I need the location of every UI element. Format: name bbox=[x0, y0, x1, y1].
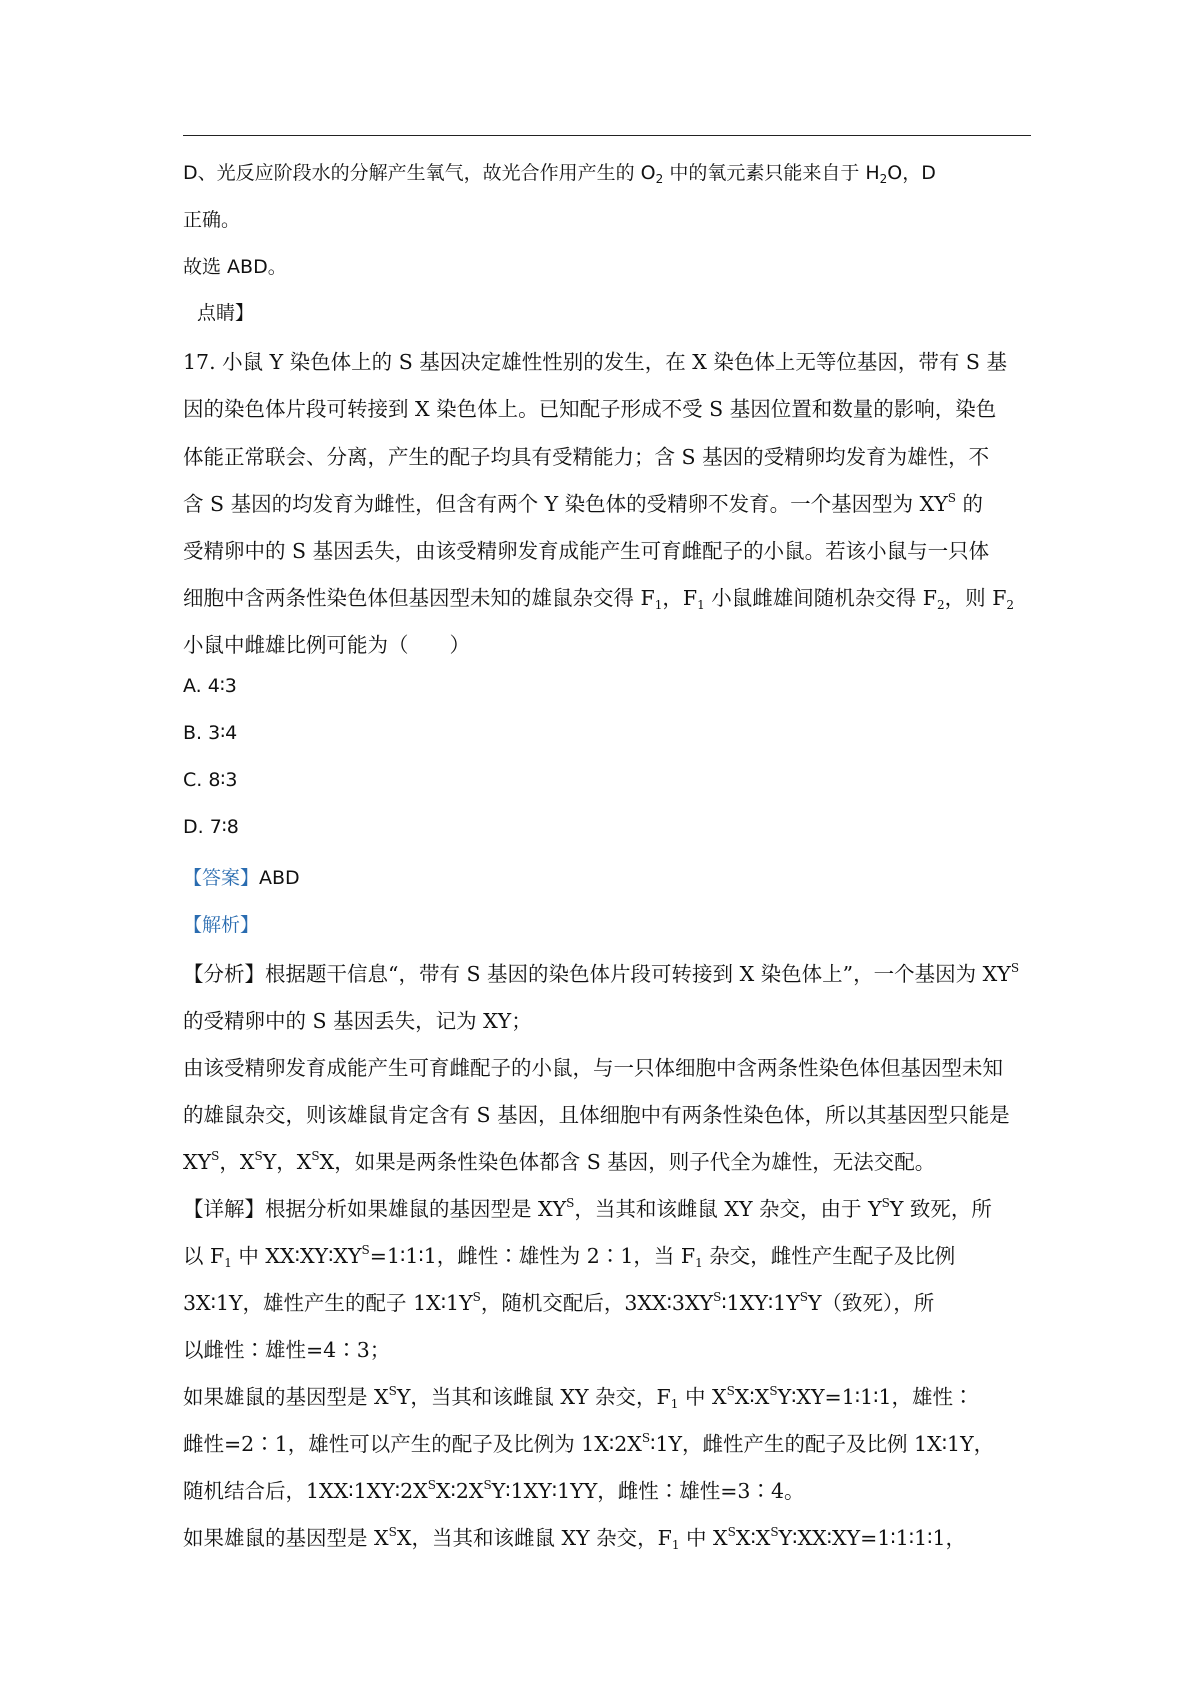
fenxi-line4: 的雄鼠杂交，则该雄鼠肯定含有 S 基因，且体细胞中有两条性染色体，所以其基因型只能是 bbox=[183, 1103, 1010, 1127]
xiangjie-line3: 3X∶1Y，雄性产生的配子 $1X∶1Y^S$，随机交配后，$3XX∶3XY^S∶1XY∶1Y^SY$（致死），所 bbox=[183, 1290, 935, 1315]
prev-option-d-line2: 正确。 bbox=[183, 209, 241, 231]
prev-select-answer: 故选 ABD。 bbox=[183, 256, 287, 278]
fenxi-label: 【分析】 bbox=[183, 962, 265, 986]
xiangjie-line4: 以雌性∶雄性=4∶3； bbox=[183, 1338, 391, 1362]
fenxi-line3: 由该受精卵发育成能产生可育雌配子的小鼠，与一只体细胞中含两条性染色体但基因型未知 bbox=[183, 1056, 1003, 1080]
option-d: D. 7∶8 bbox=[183, 816, 239, 838]
fenxi-line5: $XY^S$，$X^SY$，$X^SX$，如果是两条性染色体都含 S 基因，则子代全为雄性，无法交配。 bbox=[183, 1149, 936, 1174]
q17-stem-line4: 含 S 基因的均发育为雌性，但含有两个 Y 染色体的受精卵不发育。一个基因型为 $XY^S$ 的 bbox=[183, 491, 984, 516]
answer-label: 【答案】 bbox=[183, 867, 260, 889]
prev-option-d-line1: D、光反应阶段水的分解产生氧气，故光合作用产生的 $O_2$ 中的氧元素只能来自于 $H_2O$，D bbox=[183, 162, 936, 186]
option-b: B. 3∶4 bbox=[183, 722, 238, 744]
fenxi-line2: 的受精卵中的 S 基因丢失，记为 XY； bbox=[183, 1009, 532, 1033]
xiangjie-line6: 雌性=2∶1，雄性可以产生的配子及比例为 $1X∶2X^S∶1Y$，雌性产生的配子及比例 1X∶1Y， bbox=[183, 1431, 995, 1456]
option-c: C. 8∶3 bbox=[183, 769, 238, 791]
xiangjie-line1: 【详解】根据分析如果雄鼠的基因型是 $XY^S$，当其和该雌鼠 XY 杂交，由于 $Y^SY$ 致死，所 bbox=[183, 1196, 992, 1221]
xiangjie-line5: 如果雄鼠的基因型是 $X^SY$，当其和该雌鼠 XY 杂交，$F_1$ 中 $X^SX∶X^SY∶XY=1∶1∶1$，雄性∶ bbox=[183, 1384, 974, 1411]
xiangjie-line7: 随机结合后，$1XX∶1XY∶2X^SX∶2X^SY∶1XY∶1YY$，雌性∶雄性=3∶4。 bbox=[183, 1478, 805, 1503]
q17-stem-line3: 体能正常联会、分离，产生的配子均具有受精能力；含 S 基因的受精卵均发育为雄性，不 bbox=[183, 445, 990, 469]
q17-stem-line1: 17. 小鼠 Y 染色体上的 S 基因决定雄性性别的发生，在 X 染色体上无等位基因，带有 S 基 bbox=[183, 350, 1007, 374]
option-a: A. 4∶3 bbox=[183, 675, 237, 697]
answer-value: ABD bbox=[259, 867, 300, 889]
xiangjie-line8: 如果雄鼠的基因型是 $X^SX$，当其和该雌鼠 XY 杂交，$F_1$ 中 $X^SX∶X^SY∶XX∶XY=1∶1∶1∶1$， bbox=[183, 1525, 966, 1552]
prev-dianjing-label: 点睛】 bbox=[197, 302, 255, 324]
header-rule bbox=[183, 135, 1031, 136]
q17-stem-line6: 细胞中含两条性染色体但基因型未知的雄鼠杂交得 $F_1$，$F_1$ 小鼠雌雄间随机杂交得 $F_2$，则 $F_2$ bbox=[183, 586, 1015, 612]
q17-stem-line2: 因的染色体片段可转接到 X 染色体上。已知配子形成不受 S 基因位置和数量的影响，染色 bbox=[183, 397, 997, 421]
q17-stem-line5: 受精卵中的 S 基因丢失，由该受精卵发育成能产生可育雌配子的小鼠。若该小鼠与一只体 bbox=[183, 539, 990, 563]
fenxi-line1: 【分析】根据题干信息“，带有 S 基因的染色体片段可转接到 X 染色体上”，一个基因为 $XY^S$ bbox=[183, 961, 1020, 986]
q17-stem-line7: 小鼠中雌雄比例可能为（ ） bbox=[183, 633, 470, 657]
analysis-label: 【解析】 bbox=[183, 914, 260, 936]
answer-line bbox=[183, 863, 300, 890]
xiangjie-line2: 以 $F_1$ 中 $XX∶XY∶XY^S=1∶1∶1$，雌性∶雄性为 2∶1，当 $F_1$ 杂交，雌性产生配子及比例 bbox=[183, 1243, 956, 1270]
xiangjie-label: 【详解】 bbox=[183, 1197, 265, 1221]
